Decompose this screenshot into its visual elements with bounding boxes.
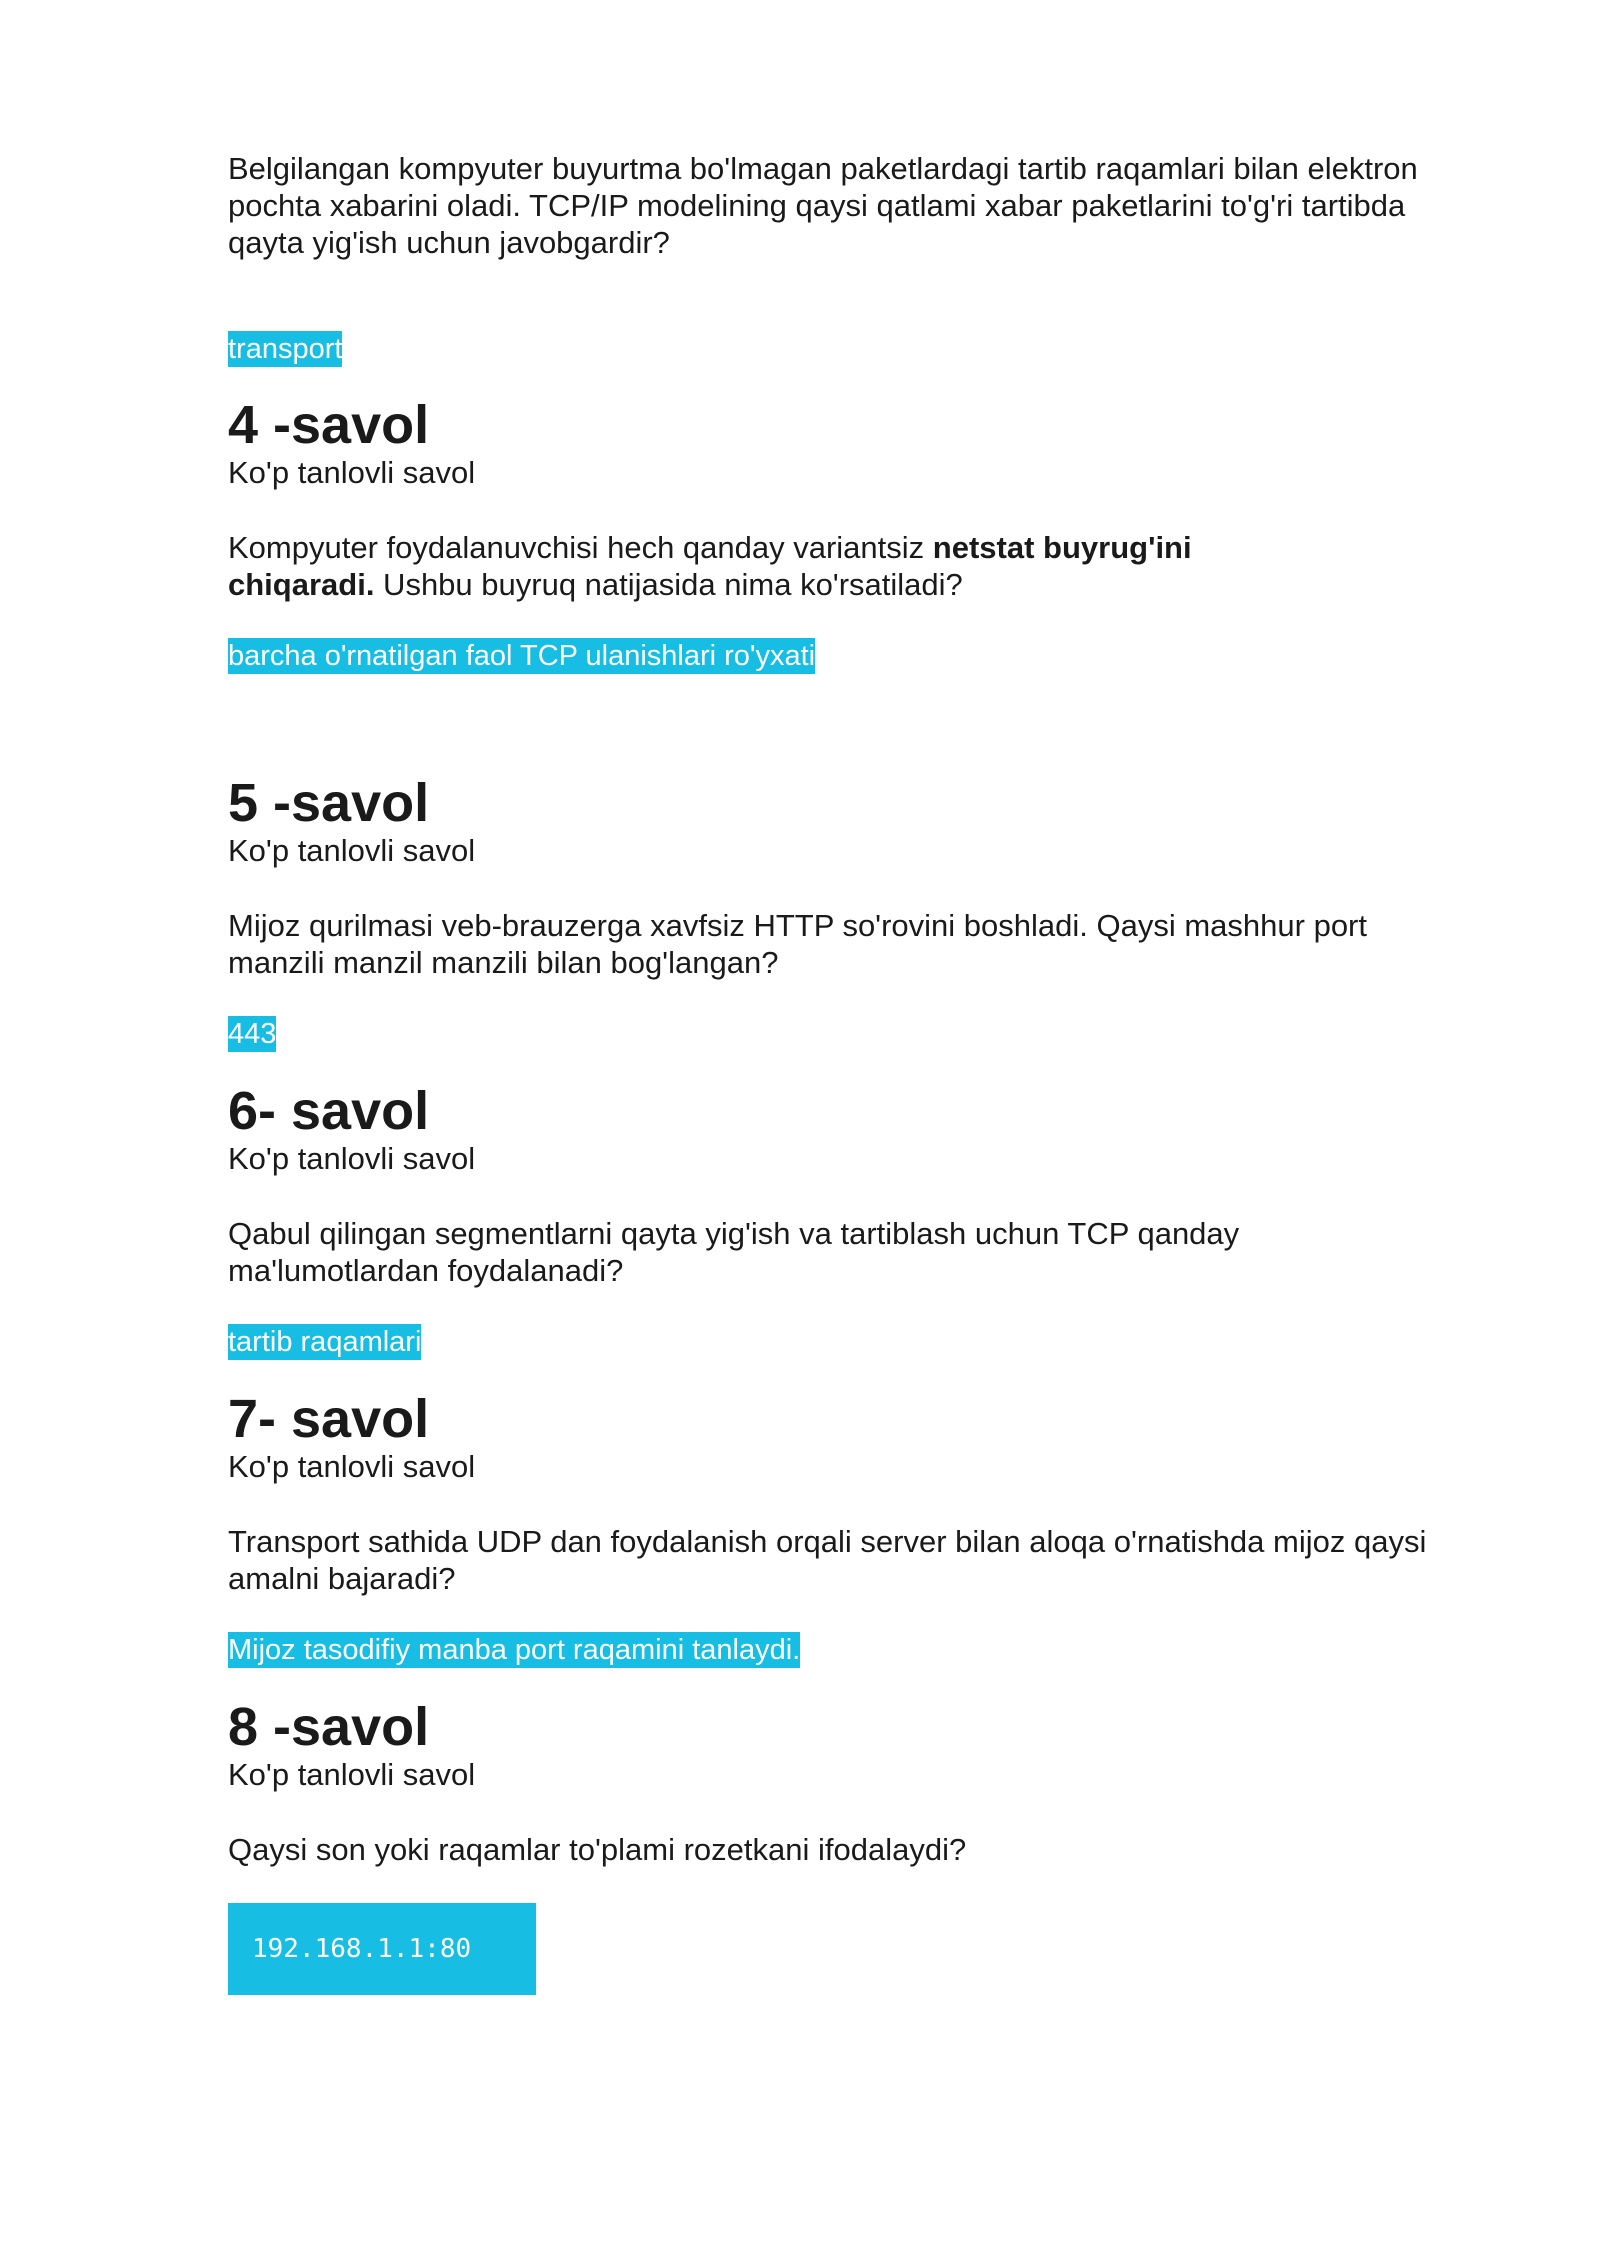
- question-text: Mijoz qurilmasi veb-brauzerga xavfsiz HTTP so'rovini boshladi. Qaysi mashhur port manzili manzil manzili bilan bog'langan?: [228, 908, 1367, 980]
- question-block-6: [228, 1081, 1488, 1360]
- question-text: [228, 529, 1268, 603]
- question-block-5: [228, 773, 1488, 1052]
- question-type-label: Ko'p tanlovli savol: [228, 833, 476, 868]
- question-text-part: Kompyuter foydalanuvchisi hech qanday variantsiz: [228, 530, 933, 565]
- question-text: Qabul qilingan segmentlarni qayta yig'ish va tartiblash uchun TCP qanday ma'lumotlardan foydalanadi?: [228, 1216, 1240, 1288]
- answer-highlight: tartib raqamlari: [228, 1326, 422, 1358]
- question-text: Qaysi son yoki raqamlar to'plami rozetkani ifodalaydi?: [228, 1832, 967, 1867]
- question-heading: 8 -savol: [228, 1697, 430, 1757]
- question-type-label: Ko'p tanlovli savol: [228, 1141, 476, 1176]
- question-type-label: Ko'p tanlovli savol: [228, 1757, 476, 1792]
- question-heading: 4 -savol: [228, 395, 430, 455]
- intro-answer-highlight: transport: [228, 333, 343, 365]
- question-text-part: Ushbu buyruq natijasida nima ko'rsatiladi?: [374, 567, 963, 602]
- question-block-8: [228, 1697, 1488, 1995]
- question-text-bold: netstat buyrug'ini chiqaradi.: [228, 530, 1192, 602]
- question-heading: 7- savol: [228, 1389, 430, 1449]
- answer-highlight: 443: [228, 1018, 277, 1050]
- question-heading: 5 -savol: [228, 773, 430, 833]
- question-block-7: [228, 1389, 1488, 1668]
- question-block-4: [228, 395, 1488, 674]
- intro-question: Belgilangan kompyuter buyurtma bo'lmagan paketlardagi tartib raqamlari bilan elektron pochta xabarini oladi. TCP/IP modelining qaysi qatlami xabar paketlarini to'g'ri tartibda qayta yig'ish uchun javobgardir?: [228, 151, 1418, 260]
- question-type-label: Ko'p tanlovli savol: [228, 455, 476, 490]
- document-page: [228, 150, 1488, 1995]
- question-heading: 6- savol: [228, 1081, 430, 1141]
- answer-highlight: barcha o'rnatilgan faol TCP ulanishlari ro'yxati: [228, 640, 816, 672]
- question-type-label: Ko'p tanlovli savol: [228, 1449, 476, 1484]
- answer-code-box: 192.168.1.1:80: [228, 1903, 536, 1995]
- answer-highlight: Mijoz tasodifiy manba port raqamini tanlaydi.: [228, 1634, 801, 1666]
- question-text: Transport sathida UDP dan foydalanish orqali server bilan aloqa o'rnatishda mijoz qaysi amalni bajaradi?: [228, 1524, 1427, 1596]
